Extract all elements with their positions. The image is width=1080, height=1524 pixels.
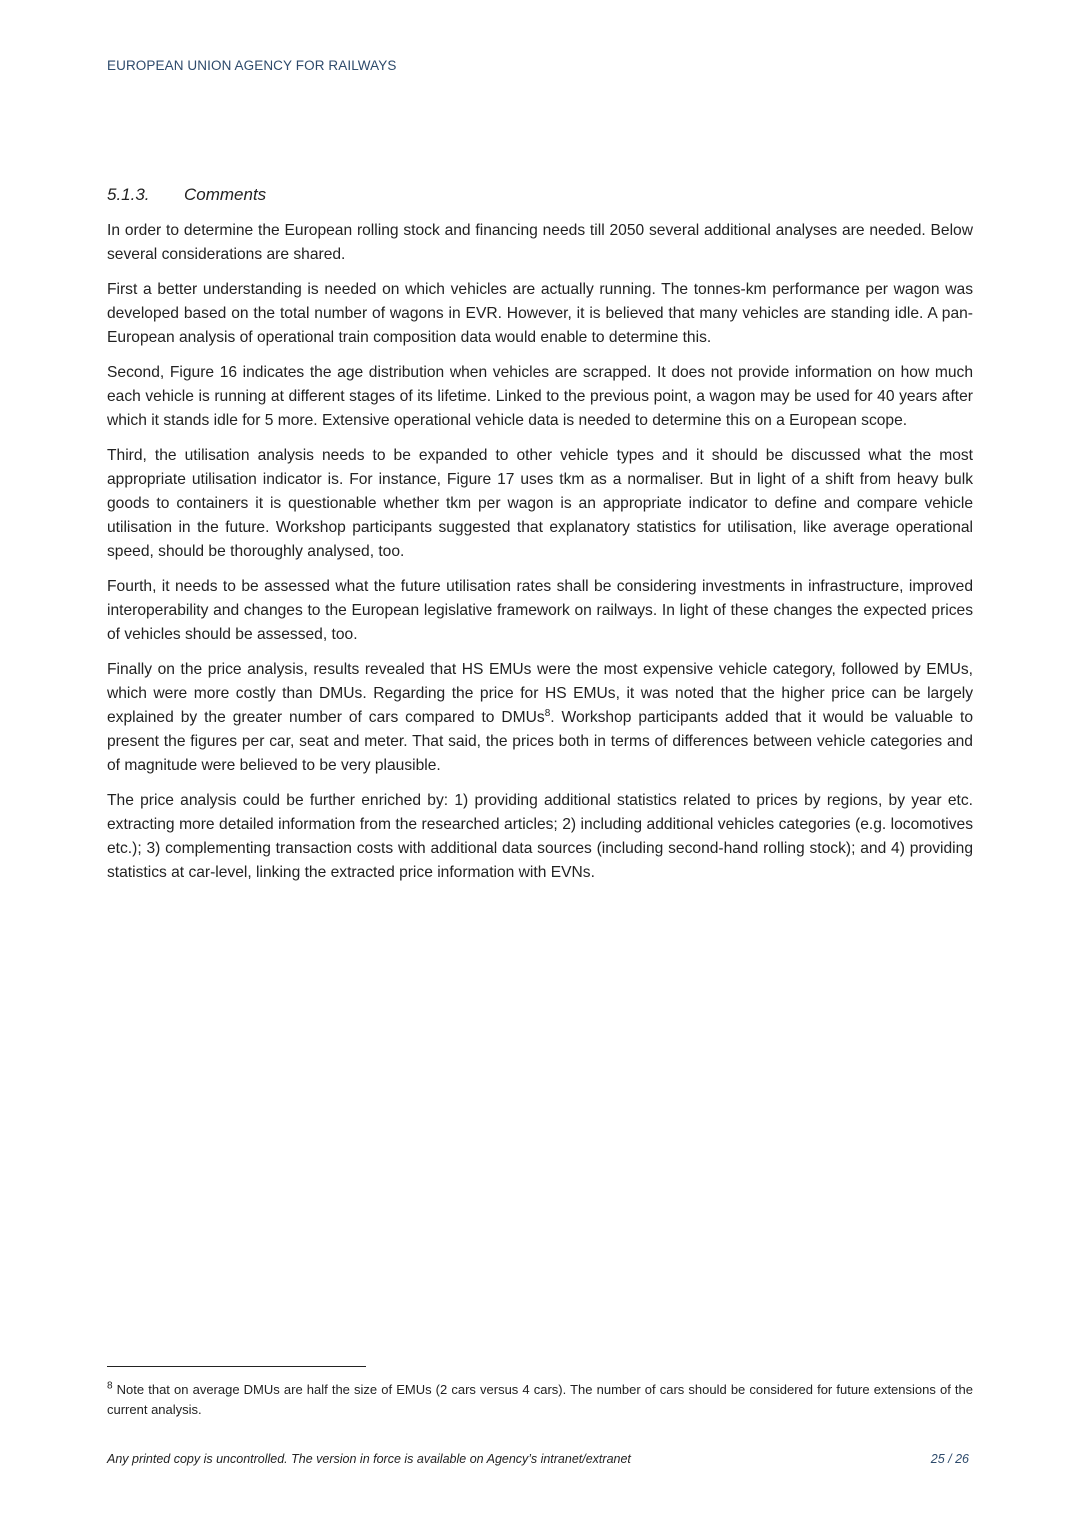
footnote <box>107 1380 973 1420</box>
section-title: Comments <box>184 185 267 204</box>
paragraph-price-analysis <box>107 658 973 778</box>
footnote-text: Note that on average DMUs are half the size of EMUs (2 cars versus 4 cars). The number of cars should be considered for future extensions of the current analysis. <box>107 1382 973 1417</box>
footer-disclaimer: Any printed copy is uncontrolled. The version in force is available on Agency’s intranet/extranet <box>107 1452 631 1466</box>
paragraph: The price analysis could be further enriched by: 1) providing additional statistics related to prices by regions, by year etc. extracting more detailed information from the researched articles; 2) including additional vehicles categories (e.g. locomotives etc.); 3) complementing transaction costs with additional data sources (including second-hand rolling stock); and 4) providing statistics at car-level, linking the extracted price information with EVNs. <box>107 792 973 881</box>
footnote-number: 8 <box>107 1380 113 1392</box>
body-text <box>107 219 973 896</box>
running-header: EUROPEAN UNION AGENCY FOR RAILWAYS <box>107 58 397 73</box>
paragraph: In order to determine the European rolling stock and financing needs till 2050 several additional analyses are needed. Below several considerations are shared. <box>107 222 973 263</box>
footnote-divider <box>107 1366 366 1367</box>
footnote-reference[interactable]: 8 <box>544 707 551 719</box>
paragraph-text: . Workshop participants added that it would be valuable to present the figures per car, seat and meter. That said, the prices both in terms of differences between vehicle categories and of magnitude were believed to be very plausible. <box>107 709 973 774</box>
paragraph: Third, the utilisation analysis needs to be expanded to other vehicle types and it should be discussed what the most appropriate utilisation indicator is. For instance, Figure 17 uses tkm as a normaliser. But in light of a shift from heavy bulk goods to containers it is questionable whether tkm per wagon is an appropriate indicator to define and compare vehicle utilisation in the future. Workshop participants suggested that explanatory statistics for utilisation, like average operational speed, should be thoroughly analysed, too. <box>107 447 973 560</box>
section-number: 5.1.3. <box>107 185 150 204</box>
paragraph: Second, Figure 16 indicates the age distribution when vehicles are scrapped. It does not provide information on how much each vehicle is running at different stages of its lifetime. Linked to the previous point, a wagon may be used for 40 years after which it stands idle for 5 more. Extensive operational vehicle data is needed to determine this on a European scope. <box>107 364 973 429</box>
paragraph: First a better understanding is needed on which vehicles are actually running. The tonnes-km performance per wagon was developed based on the total number of wagons in EVR. However, it is believed that many vehicles are standing idle. A pan-European analysis of operational train composition data would enable to determine this. <box>107 281 973 346</box>
section-heading <box>107 185 266 205</box>
page-number: 25 / 26 <box>930 1452 969 1466</box>
paragraph: Fourth, it needs to be assessed what the future utilisation rates shall be considering investments in infrastructure, improved interoperability and changes to the European legislative framework on railways. In light of these changes the expected prices of vehicles should be assessed, too. <box>107 578 973 643</box>
paragraph-text: Finally on the price analysis, results revealed that HS EMUs were the most expensive vehicle category, followed by EMUs, which were more costly than DMUs. Regarding the price for HS EMUs, it was noted that the higher price can be largely explained by the greater number of cars compared to DMUs <box>107 661 973 726</box>
page-footer <box>107 1452 969 1466</box>
